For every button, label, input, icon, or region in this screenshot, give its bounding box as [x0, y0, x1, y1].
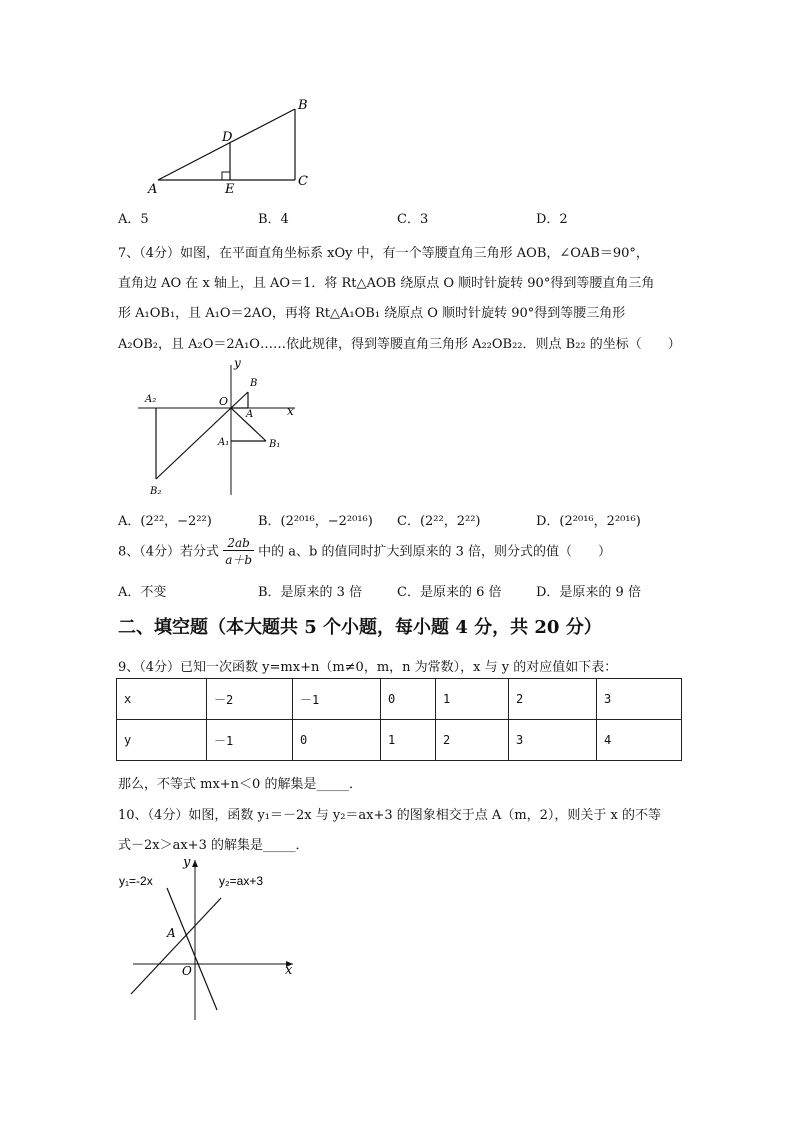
q7-choice-d[interactable]: D．(2²⁰¹⁶，2²⁰¹⁶) — [536, 514, 641, 529]
q6-choice-c[interactable]: C．3 — [397, 212, 429, 227]
q8-choice-a[interactable]: A．不变 — [118, 585, 167, 600]
table-cell: 2 — [509, 679, 597, 720]
q7-choices — [118, 510, 678, 530]
q10-label-y1: y₁=-2x — [119, 874, 153, 888]
q6-choice-b[interactable]: B．4 — [258, 212, 289, 227]
table-cell: 0 — [293, 720, 381, 761]
table-cell: 3 — [597, 679, 682, 720]
q6-label-D: D — [222, 130, 233, 145]
table-cell: －1 — [207, 720, 293, 761]
section-heading-fill-in: 二、填空题（本大题共 5 个小题，每小题 4 分，共 20 分） — [118, 617, 602, 638]
q6-triangle-figure — [140, 95, 320, 200]
q10-label-x: x — [285, 963, 293, 978]
q8-choices — [118, 581, 678, 601]
q10-label-y2: y₂=ax+3 — [219, 874, 264, 888]
q10-text-line2: 式－2x＞ax+3 的解集是_____． — [118, 838, 309, 853]
q7-text-line1: 7、（4分）如图，在平面直角坐标系 xOy 中，有一个等腰直角三角形 AOB，∠OAB＝90°， — [118, 246, 649, 261]
table-cell: 3 — [509, 720, 597, 761]
table-cell: y — [117, 720, 207, 761]
q9-value-table — [116, 678, 682, 761]
q7-coordinate-figure — [130, 355, 310, 500]
q7-choice-c[interactable]: C．(2²²，2²²) — [397, 514, 481, 529]
q8-choice-d[interactable]: D．是原来的 9 倍 — [536, 585, 641, 600]
q7-label-x: x — [287, 404, 294, 418]
q10-label-A: A — [167, 926, 176, 940]
q10-graph-figure — [115, 852, 315, 1027]
q6-choices — [118, 208, 678, 228]
q10-label-y: y — [183, 855, 191, 870]
q6-label-E: E — [225, 182, 235, 197]
table-cell: －1 — [293, 679, 381, 720]
q8-prefix: 8、（4分）若分式 — [118, 544, 220, 560]
table-row — [117, 720, 682, 761]
q7-label-B1: B₁ — [269, 439, 281, 450]
q6-choice-d[interactable]: D．2 — [536, 212, 568, 227]
table-cell: 0 — [381, 679, 436, 720]
q7-label-B: B — [250, 378, 258, 389]
q7-label-O: O — [219, 395, 229, 408]
q8-choice-b[interactable]: B．是原来的 3 倍 — [258, 585, 363, 600]
q6-label-A: A — [148, 182, 158, 197]
q8-text — [118, 536, 611, 568]
q7-label-A1: A₁ — [218, 437, 230, 448]
q8-fraction-denominator: a＋b — [225, 553, 253, 567]
q6-label-C: C — [298, 174, 308, 189]
q7-label-y: y — [234, 356, 241, 370]
q7-choice-a[interactable]: A．(2²²，−2²²) — [118, 514, 212, 529]
table-cell: x — [117, 679, 207, 720]
q10-label-O: O — [182, 964, 192, 978]
q7-choice-b[interactable]: B．(2²⁰¹⁶，−2²⁰¹⁶) — [258, 514, 373, 529]
table-cell: 1 — [381, 720, 436, 761]
q7-text-line3: 形 A₁OB₁，且 A₁O＝2AO，再将 Rt△A₁OB₁ 绕原点 O 顺时针旋转 90°得到等腰三角形 — [118, 306, 626, 321]
q8-suffix: 中的 a、b 的值同时扩大到原来的 3 倍，则分式的值（ ） — [258, 544, 612, 560]
q6-label-B: B — [298, 98, 308, 113]
q9-after-text: 那么，不等式 mx+n＜0 的解集是_____． — [118, 777, 362, 792]
q10-text-line1: 10、（4分）如图，函数 y₁＝－2x 与 y₂＝ax+3 的图象相交于点 A（m，2），则关于 x 的不等 — [118, 808, 662, 823]
table-cell: －2 — [207, 679, 293, 720]
q7-label-A: A — [246, 409, 254, 420]
q8-fraction — [223, 536, 254, 568]
table-cell: 4 — [597, 720, 682, 761]
q7-label-B2: B₂ — [150, 486, 162, 497]
q8-fraction-numerator: 2ab — [223, 536, 254, 551]
q7-text-line2: 直角边 AO 在 x 轴上，且 AO＝1．将 Rt△AOB 绕原点 O 顺时针旋转 90°得到等腰直角三角 — [118, 276, 655, 291]
table-cell: 1 — [436, 679, 509, 720]
q7-text-line4: A₂OB₂，且 A₂O＝2A₁O……依此规律，得到等腰直角三角形 A₂₂OB₂₂．则点 B₂₂ 的坐标（ ） — [118, 337, 681, 352]
q8-choice-c[interactable]: C．是原来的 6 倍 — [397, 585, 502, 600]
q7-label-A2: A₂ — [145, 394, 157, 405]
table-cell: 2 — [436, 720, 509, 761]
q6-choice-a[interactable]: A．5 — [118, 212, 149, 227]
table-row — [117, 679, 682, 720]
q9-text: 9、（4分）已知一次函数 y=mx+n（m≠0，m，n 为常数），x 与 y 的对应值如下表： — [118, 660, 618, 675]
